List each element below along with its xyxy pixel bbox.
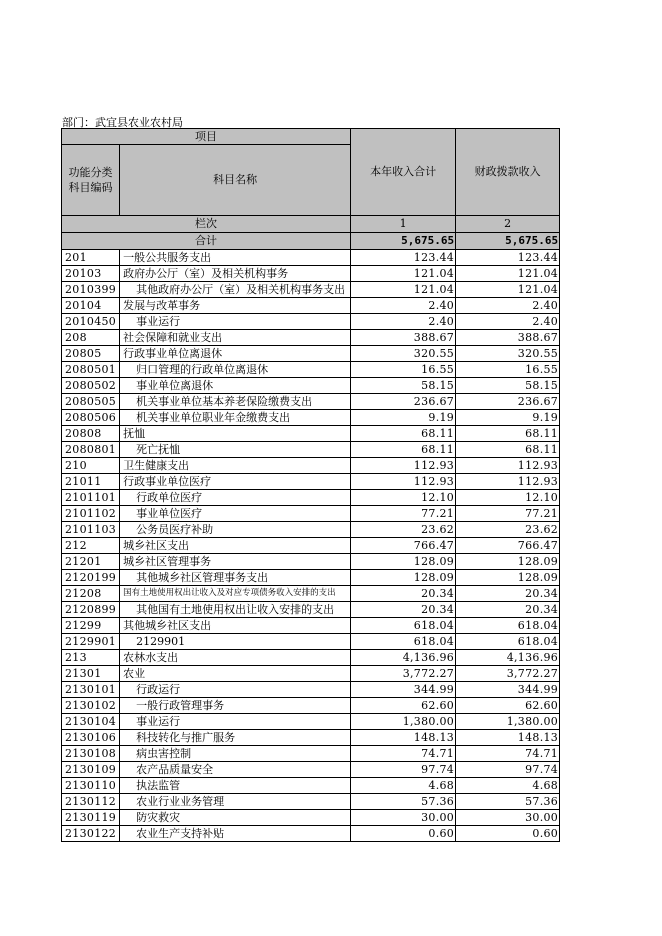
table-row	[62, 282, 560, 298]
subject-code: 21208	[62, 586, 120, 602]
column-number-2: 2	[456, 216, 560, 233]
subject-name: 其他城乡社区管理事务支出	[120, 570, 351, 586]
subject-name: 农业生产支持补贴	[120, 826, 351, 842]
subject-code: 2080502	[62, 378, 120, 394]
subject-name: 2129901	[120, 634, 351, 650]
income-total-value: 128.09	[351, 570, 456, 586]
income-total-value: 123.44	[351, 250, 456, 266]
table-row	[62, 746, 560, 762]
table-row	[62, 650, 560, 666]
fiscal-income-value: 20.34	[456, 586, 560, 602]
income-total-value: 112.93	[351, 458, 456, 474]
column-number-1: 1	[351, 216, 456, 233]
subject-name: 行政运行	[120, 682, 351, 698]
income-total-value: 68.11	[351, 442, 456, 458]
subject-name: 政府办公厅（室）及相关机构事务	[120, 266, 351, 282]
subject-code: 2130101	[62, 682, 120, 698]
table-row	[62, 250, 560, 266]
income-total-value: 320.55	[351, 346, 456, 362]
total-income: 5,675.65	[351, 233, 456, 250]
fiscal-income-value: 4,136.96	[456, 650, 560, 666]
column-label: 栏次	[62, 216, 351, 233]
income-total-value: 20.34	[351, 586, 456, 602]
fiscal-income-value: 128.09	[456, 570, 560, 586]
fiscal-income-value: 4.68	[456, 778, 560, 794]
subject-code: 21201	[62, 554, 120, 570]
subject-name: 国有土地使用权出让收入及对应专项债务收入安排的支出	[120, 586, 351, 602]
fiscal-income-value: 128.09	[456, 554, 560, 570]
subject-name: 事业单位医疗	[120, 506, 351, 522]
subject-name: 农产品质量安全	[120, 762, 351, 778]
subject-name: 机关事业单位职业年金缴费支出	[120, 410, 351, 426]
subject-name: 行政事业单位医疗	[120, 474, 351, 490]
subject-code: 2101101	[62, 490, 120, 506]
subject-name: 事业运行	[120, 714, 351, 730]
department-label: 部门：武宜县农业农村局	[62, 116, 183, 129]
fiscal-income-value: 97.74	[456, 762, 560, 778]
subject-code: 2080801	[62, 442, 120, 458]
income-total-value: 20.34	[351, 602, 456, 618]
subject-name: 农林水支出	[120, 650, 351, 666]
table-row	[62, 714, 560, 730]
table-row	[62, 570, 560, 586]
fiscal-income-value: 1,380.00	[456, 714, 560, 730]
subject-name: 事业运行	[120, 314, 351, 330]
income-total-value: 2.40	[351, 314, 456, 330]
table-row	[62, 762, 560, 778]
fiscal-income-value: 62.60	[456, 698, 560, 714]
income-total-value: 1,380.00	[351, 714, 456, 730]
column-number-row	[62, 216, 560, 233]
fiscal-income-value: 30.00	[456, 810, 560, 826]
subject-name: 事业单位离退休	[120, 378, 351, 394]
table-row	[62, 506, 560, 522]
subject-name: 死亡抚恤	[120, 442, 351, 458]
subject-code: 2010450	[62, 314, 120, 330]
income-total-header: 本年收入合计	[351, 129, 456, 216]
table-row	[62, 554, 560, 570]
income-total-value: 9.19	[351, 410, 456, 426]
fiscal-income-value: 112.93	[456, 458, 560, 474]
table-row	[62, 346, 560, 362]
table-row	[62, 362, 560, 378]
table-row	[62, 490, 560, 506]
subject-name: 行政单位医疗	[120, 490, 351, 506]
income-total-value: 74.71	[351, 746, 456, 762]
fiscal-income-value: 74.71	[456, 746, 560, 762]
table-row	[62, 586, 560, 602]
table-row	[62, 410, 560, 426]
table-row	[62, 442, 560, 458]
table-row	[62, 474, 560, 490]
subject-code: 2130106	[62, 730, 120, 746]
table-row	[62, 602, 560, 618]
income-total-value: 618.04	[351, 618, 456, 634]
income-total-value: 128.09	[351, 554, 456, 570]
subject-code: 2080506	[62, 410, 120, 426]
table-row	[62, 522, 560, 538]
subject-name: 社会保障和就业支出	[120, 330, 351, 346]
fiscal-income-value: 3,772.27	[456, 666, 560, 682]
table-row	[62, 778, 560, 794]
table-row	[62, 618, 560, 634]
table-row	[62, 634, 560, 650]
subject-code: 2130119	[62, 810, 120, 826]
table-row	[62, 698, 560, 714]
table-row	[62, 266, 560, 282]
fiscal-income-value: 16.55	[456, 362, 560, 378]
fiscal-income-value: 618.04	[456, 618, 560, 634]
subject-code: 20103	[62, 266, 120, 282]
subject-code: 2080505	[62, 394, 120, 410]
subject-code: 2129901	[62, 634, 120, 650]
subject-code: 208	[62, 330, 120, 346]
subject-code: 20104	[62, 298, 120, 314]
table-row	[62, 730, 560, 746]
fiscal-income-value: 2.40	[456, 314, 560, 330]
subject-name: 归口管理的行政单位离退休	[120, 362, 351, 378]
fiscal-income-value: 0.60	[456, 826, 560, 842]
income-total-value: 16.55	[351, 362, 456, 378]
subject-code: 2010399	[62, 282, 120, 298]
fiscal-income-value: 121.04	[456, 266, 560, 282]
func-code-header-line2: 科目编码	[68, 181, 113, 194]
subject-code: 2101103	[62, 522, 120, 538]
income-total-value: 77.21	[351, 506, 456, 522]
income-total-value: 30.00	[351, 810, 456, 826]
subject-code: 21011	[62, 474, 120, 490]
fiscal-income-value: 766.47	[456, 538, 560, 554]
total-fiscal: 5,675.65	[456, 233, 560, 250]
subject-code: 2130122	[62, 826, 120, 842]
subject-name: 卫生健康支出	[120, 458, 351, 474]
fiscal-income-value: 236.67	[456, 394, 560, 410]
subject-name: 科技转化与推广服务	[120, 730, 351, 746]
income-total-value: 3,772.27	[351, 666, 456, 682]
fiscal-income-value: 68.11	[456, 426, 560, 442]
income-total-value: 68.11	[351, 426, 456, 442]
subject-code: 2130110	[62, 778, 120, 794]
subject-code: 2080501	[62, 362, 120, 378]
subject-code: 210	[62, 458, 120, 474]
subject-name: 抚恤	[120, 426, 351, 442]
fiscal-income-value: 320.55	[456, 346, 560, 362]
subject-code: 2101102	[62, 506, 120, 522]
subject-name: 其他城乡社区支出	[120, 618, 351, 634]
subject-code: 21301	[62, 666, 120, 682]
subject-name: 其他国有土地使用权出让收入安排的支出	[120, 602, 351, 618]
fiscal-income-value: 20.34	[456, 602, 560, 618]
fiscal-income-value: 58.15	[456, 378, 560, 394]
table-row	[62, 426, 560, 442]
table-row	[62, 458, 560, 474]
subject-name: 一般行政管理事务	[120, 698, 351, 714]
fiscal-income-value: 12.10	[456, 490, 560, 506]
subject-code: 2130104	[62, 714, 120, 730]
income-total-value: 121.04	[351, 266, 456, 282]
table-row	[62, 394, 560, 410]
table-row	[62, 378, 560, 394]
table-row	[62, 794, 560, 810]
subject-code: 2120199	[62, 570, 120, 586]
table-row	[62, 298, 560, 314]
fiscal-income-value: 9.19	[456, 410, 560, 426]
subject-name-header: 科目名称	[120, 145, 351, 216]
subject-name: 公务员医疗补助	[120, 522, 351, 538]
subject-code: 2130102	[62, 698, 120, 714]
table-row	[62, 810, 560, 826]
subject-name: 其他政府办公厅（室）及相关机构事务支出	[120, 282, 351, 298]
subject-name: 发展与改革事务	[120, 298, 351, 314]
income-total-value: 388.67	[351, 330, 456, 346]
income-total-value: 97.74	[351, 762, 456, 778]
income-total-value: 23.62	[351, 522, 456, 538]
subject-name: 一般公共服务支出	[120, 250, 351, 266]
income-total-value: 618.04	[351, 634, 456, 650]
table-row	[62, 538, 560, 554]
fiscal-income-value: 77.21	[456, 506, 560, 522]
income-total-value: 236.67	[351, 394, 456, 410]
subject-name: 机关事业单位基本养老保险缴费支出	[120, 394, 351, 410]
func-code-header	[62, 145, 120, 216]
subject-name: 病虫害控制	[120, 746, 351, 762]
table-row	[62, 826, 560, 842]
budget-table	[61, 128, 560, 842]
subject-name: 城乡社区支出	[120, 538, 351, 554]
func-code-header-line1: 功能分类	[68, 166, 113, 179]
total-row	[62, 233, 560, 250]
subject-code: 213	[62, 650, 120, 666]
fiscal-income-value: 148.13	[456, 730, 560, 746]
subject-name: 农业	[120, 666, 351, 682]
subject-name: 城乡社区管理事务	[120, 554, 351, 570]
subject-code: 2120899	[62, 602, 120, 618]
subject-code: 212	[62, 538, 120, 554]
income-total-value: 57.36	[351, 794, 456, 810]
subject-code: 2130108	[62, 746, 120, 762]
income-total-value: 121.04	[351, 282, 456, 298]
income-total-value: 2.40	[351, 298, 456, 314]
fiscal-income-value: 388.67	[456, 330, 560, 346]
table-row	[62, 330, 560, 346]
income-total-value: 12.10	[351, 490, 456, 506]
subject-code: 20805	[62, 346, 120, 362]
fiscal-income-value: 344.99	[456, 682, 560, 698]
table-row	[62, 666, 560, 682]
income-total-value: 62.60	[351, 698, 456, 714]
income-total-value: 4.68	[351, 778, 456, 794]
project-header: 项目	[62, 129, 351, 145]
header-row-project	[62, 129, 560, 145]
subject-code: 201	[62, 250, 120, 266]
fiscal-income-value: 68.11	[456, 442, 560, 458]
income-total-value: 0.60	[351, 826, 456, 842]
subject-name: 行政事业单位离退休	[120, 346, 351, 362]
subject-code: 2130109	[62, 762, 120, 778]
table-row	[62, 314, 560, 330]
table-row	[62, 682, 560, 698]
fiscal-income-value: 123.44	[456, 250, 560, 266]
income-total-value: 4,136.96	[351, 650, 456, 666]
subject-name: 执法监管	[120, 778, 351, 794]
subject-code: 2130112	[62, 794, 120, 810]
fiscal-income-value: 57.36	[456, 794, 560, 810]
subject-name: 防灾救灾	[120, 810, 351, 826]
fiscal-income-value: 23.62	[456, 522, 560, 538]
subject-name: 农业行业业务管理	[120, 794, 351, 810]
total-label: 合计	[62, 233, 351, 250]
fiscal-income-value: 112.93	[456, 474, 560, 490]
income-total-value: 766.47	[351, 538, 456, 554]
income-total-value: 148.13	[351, 730, 456, 746]
fiscal-income-header: 财政拨款收入	[456, 129, 560, 216]
fiscal-income-value: 2.40	[456, 298, 560, 314]
fiscal-income-value: 618.04	[456, 634, 560, 650]
subject-code: 21299	[62, 618, 120, 634]
income-total-value: 58.15	[351, 378, 456, 394]
fiscal-income-value: 121.04	[456, 282, 560, 298]
subject-code: 20808	[62, 426, 120, 442]
income-total-value: 344.99	[351, 682, 456, 698]
income-total-value: 112.93	[351, 474, 456, 490]
